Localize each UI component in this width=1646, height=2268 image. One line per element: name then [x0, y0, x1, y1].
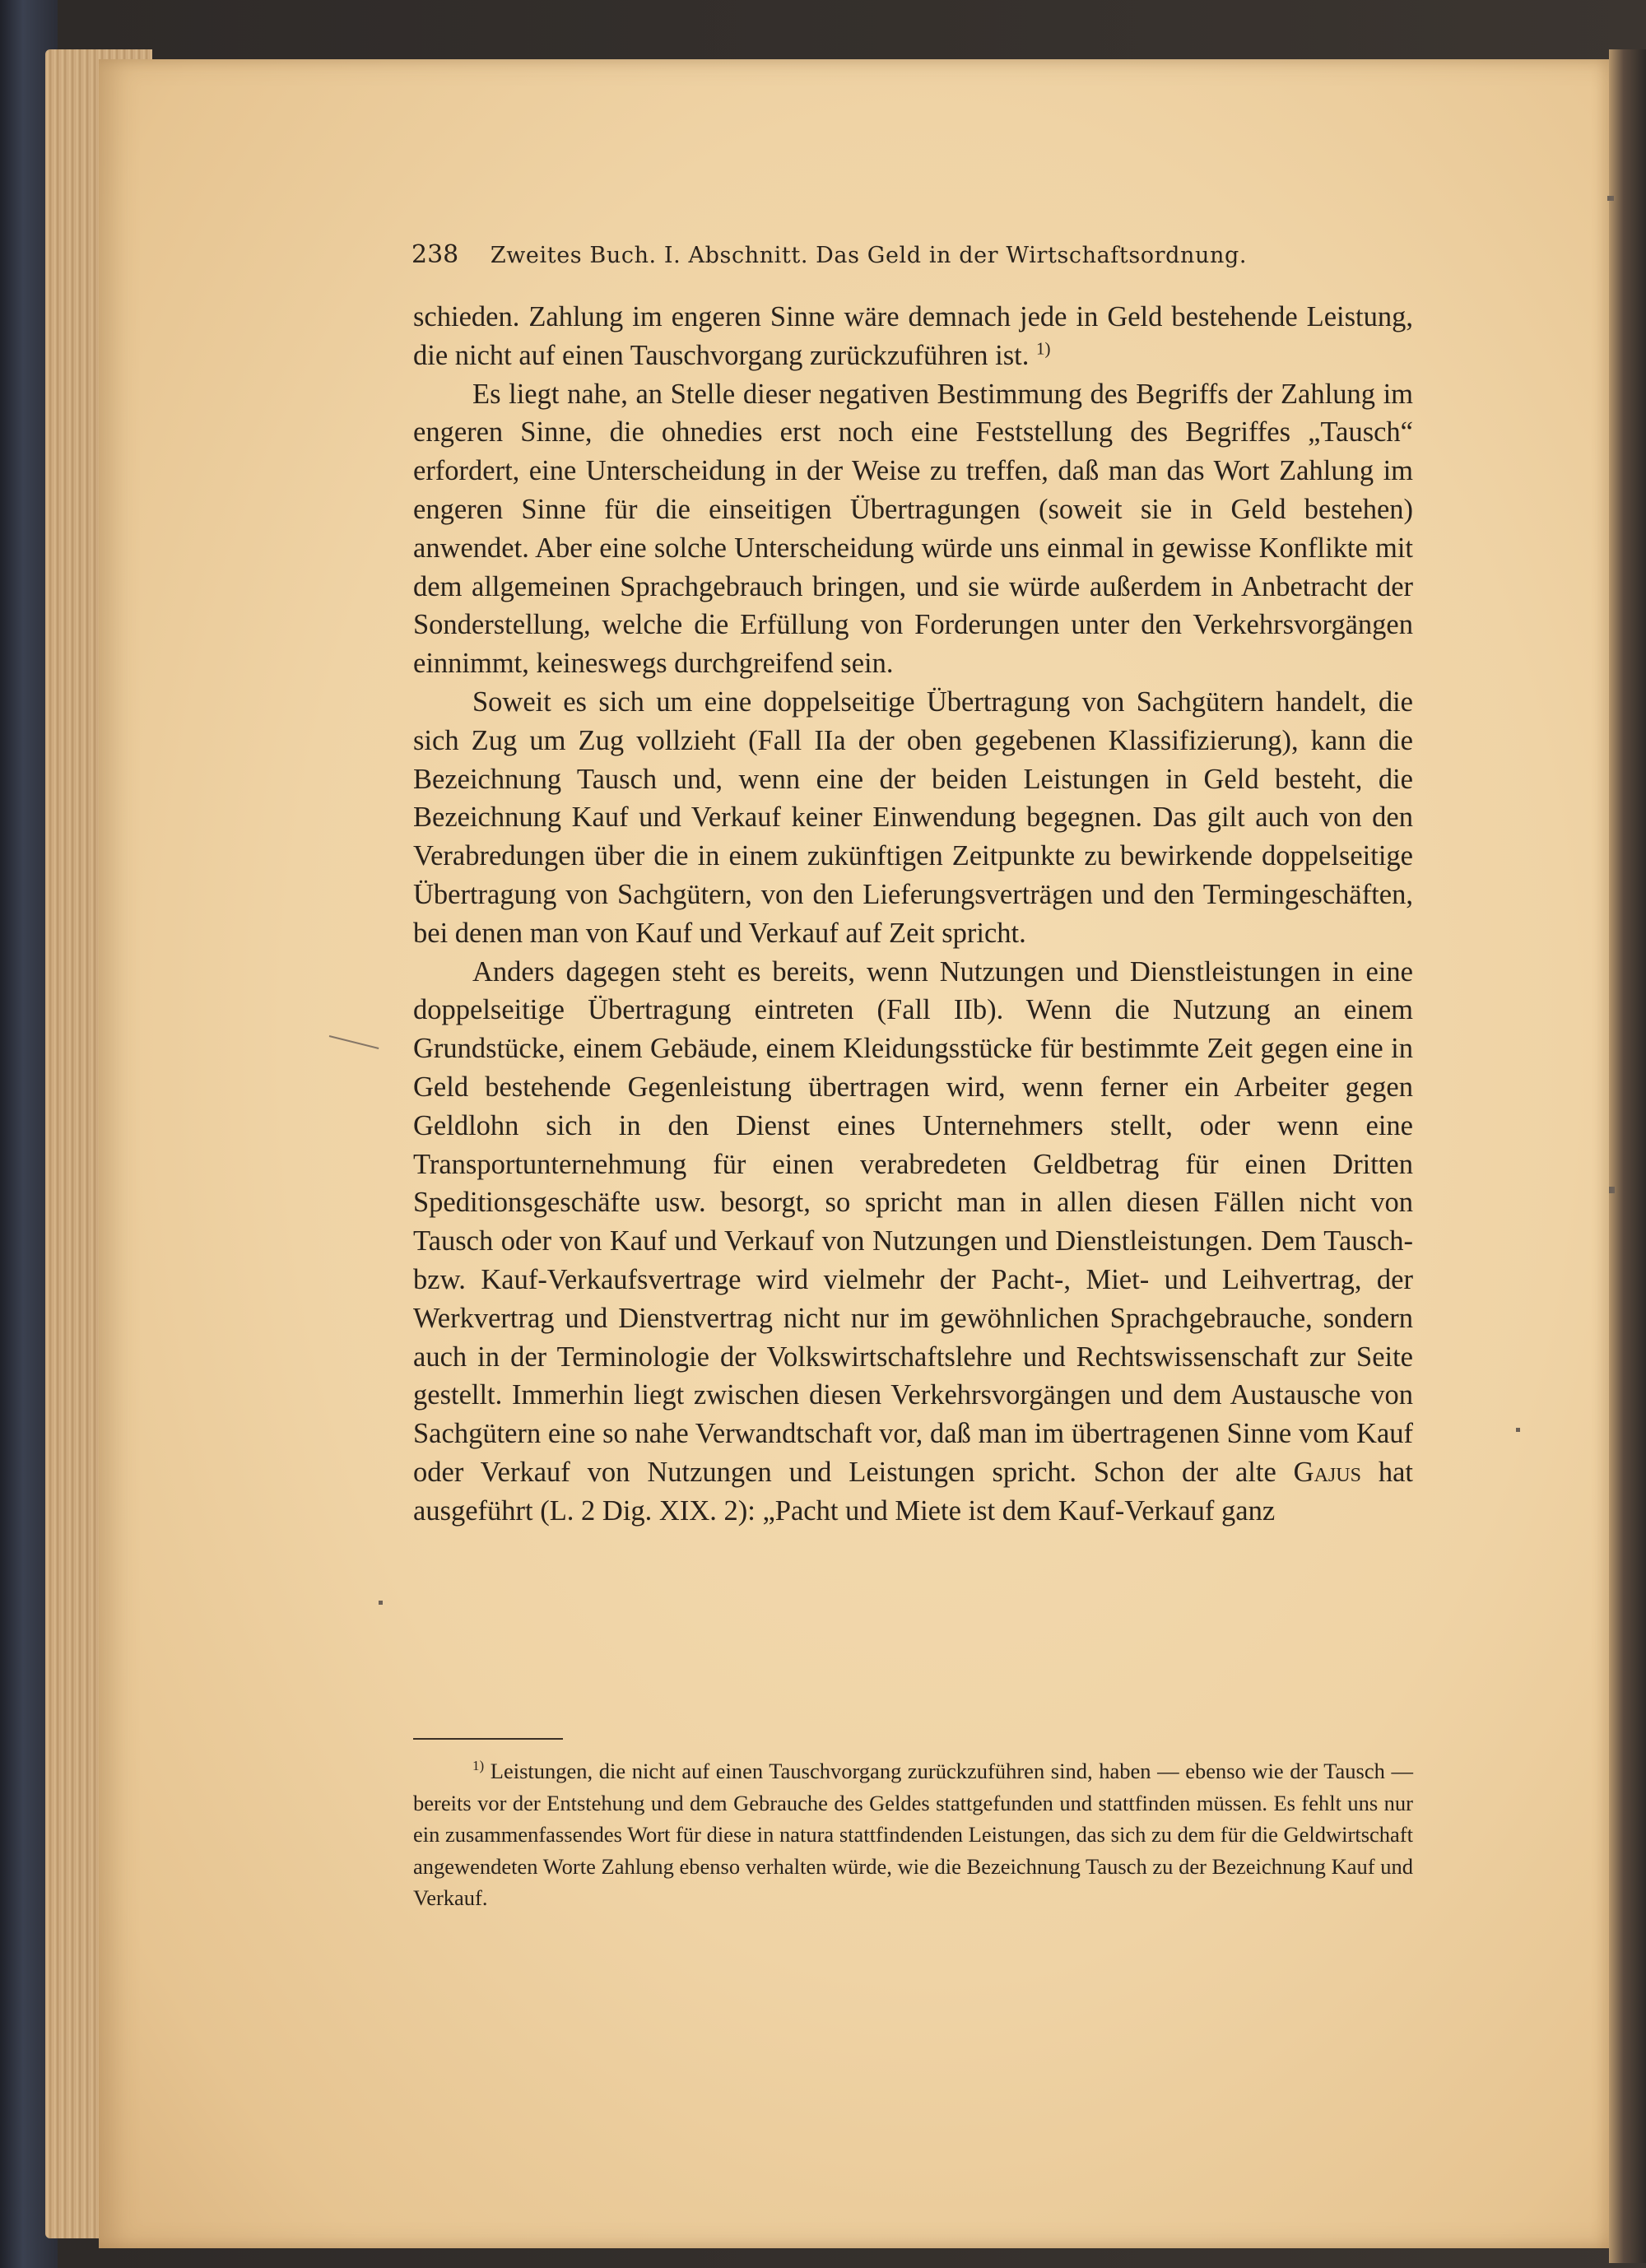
margin-speck: [1607, 196, 1614, 201]
main-text: [413, 298, 1413, 1531]
running-header: [412, 240, 1411, 269]
paragraph-2: Es liegt nahe, an Stelle dieser negativen Bestimmung des Begriffs der Zahlung im engeren Sinne, die ohnedies erst noch eine Feststellung des Begriffes „Tausch“ erfordert, eine Unterscheidung in der Weise zu treffen, daß man das Wort Zahlung im engeren Sinne für die einseitigen Übertragungen (soweit sie in Geld bestehen) anwendet. Aber eine solche Unterscheidung würde uns einmal in gewisse Konflikte mit dem allgemeinen Sprachgebrauch bringen, und sie würde außerdem in Anbetracht der Sonderstellung, welche die Erfüllung von Forderungen unter den Verkehrsvorgängen einnimmt, keineswegs durchgreifend sein.: [413, 378, 1413, 680]
margin-speck: [379, 1601, 383, 1605]
paragraph-4-ending: hat ausgeführt (L. 2 Dig. XIX. 2): „Pacht und Miete ist dem Kauf-Verkauf ganz: [413, 1456, 1414, 1527]
footnote-marker: 1): [472, 1758, 485, 1774]
footnote-ref: 1): [1035, 338, 1051, 359]
paragraph-1-text: schieden. Zahlung im engeren Sinne wäre demnach jede in Geld bestehende Leistung, die nicht auf einen Tauschvorgang zurückzuführen ist.: [413, 301, 1413, 371]
margin-speck: [1516, 1428, 1520, 1432]
footnote-1: [413, 1755, 1413, 1914]
gajus-name: Gajus: [1293, 1456, 1361, 1488]
footnote-divider: [413, 1738, 563, 1740]
running-title: Zweites Buch. I. Abschnitt. Das Geld in der Wirtschaftsordnung.: [490, 243, 1248, 268]
paragraph-3: Soweit es sich um eine doppelseitige Übertragung von Sachgütern handelt, die sich Zug um Zug vollzieht (Fall IIa der oben gegebenen Klassifizierung), kann die Bezeichnung Tausch und, wenn eine der beiden Leistungen in Geld besteht, die Bezeichnung Kauf und Verkauf keiner Einwendung begegnen. Das gilt auch von den Verabredungen über die in einem zukünftigen Zeitpunkte zu bewirkende doppelseitige Übertragung von Sachgütern, von den Lieferungsverträgen und den Termingeschäften, bei denen man von Kauf und Verkauf auf Zeit spricht.: [413, 686, 1413, 949]
page-number: 238: [412, 240, 459, 269]
margin-speck: [1609, 1187, 1615, 1193]
footnote-text: Leistungen, die nicht auf einen Tauschvorgang zurückzuführen sind, haben — ebenso wie der Tausch — bereits vor der Entstehung und dem Gebrauche des Geldes stattgefunden und stattfinden müssen. Es fehlt uns nur ein zusammenfassendes Wort für diese in natura stattfindenden Leistungen, das sich zu dem für die Geldwirtschaft angewendeten Worte Zahlung ebenso verhalten würde, wie die Bezeichnung Tausch zu der Bezeichnung Kauf und Verkauf.: [413, 1759, 1413, 1910]
paragraph-4: [413, 953, 1413, 1531]
paragraph-1: [413, 298, 1413, 375]
footnotes: [413, 1755, 1413, 1914]
page-gutter-shadow: [1609, 49, 1646, 2263]
paragraph-4-text: Anders dagegen steht es bereits, wenn Nutzungen und Dienstleistungen in eine doppelseitige Übertragung eintreten (Fall IIb). Wenn die Nutzung an einem Grundstücke, einem Gebäude, einem Kleidungsstücke für bestimmte Zeit gegen eine in Geld bestehende Gegenleistung übertragen wird, wenn ferner ein Arbeiter gegen Geldlohn sich in den Dienst eines Unternehmers stellt, oder wenn eine Transportunternehmung für einen verabredeten Geldbetrag für einen Dritten Speditionsgeschäfte usw. besorgt, so spricht man in allen diesen Fällen nicht von Tausch oder von Kauf und Verkauf von Nutzungen und Dienstleistungen. Dem Tausch- bzw. Kauf-Verkaufsvertrage wird vielmehr der Pacht-, Miet- und Leihvertrag, der Werkvertrag und Dienstvertrag nicht nur im gewöhnlichen Sprachgebrauche, sondern auch in der Terminologie der Volkswirtschaftslehre und Rechtswissenschaft zur Seite gestellt. Immerhin liegt zwischen diesen Verkehrsvorgängen und dem Austausche von Sachgütern eine so nahe Verwandtschaft vor, daß man im übertragenen Sinne vom Kauf oder Verkauf von Nutzungen und Leistungen spricht. Schon der alte: [413, 955, 1413, 1488]
